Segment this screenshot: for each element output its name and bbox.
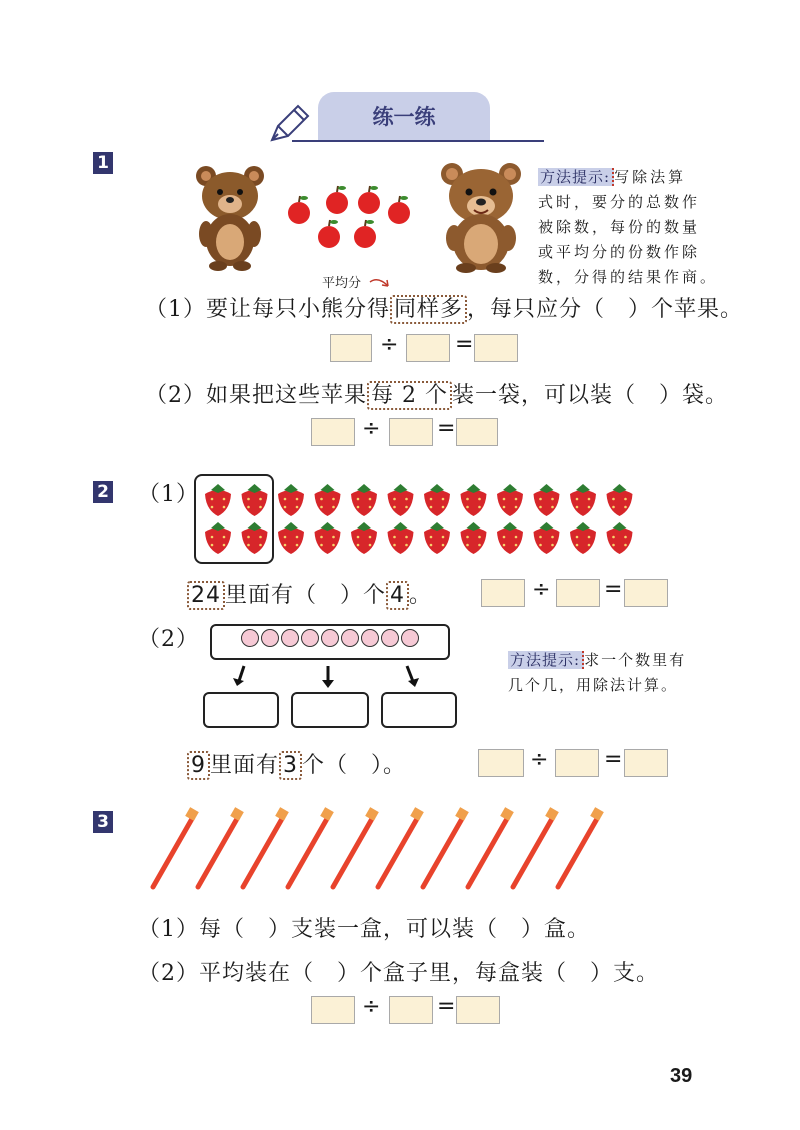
answer-box[interactable] [389,996,433,1024]
pen-icon [268,100,314,144]
group-box[interactable] [203,692,279,728]
toothbrush-icon [198,807,244,887]
apple-icon [388,196,410,224]
title-underline [292,140,544,142]
answer-box[interactable] [555,749,599,777]
question-badge-2: 2 [93,481,113,503]
divide-sign: ÷ [530,747,549,772]
answer-box[interactable] [330,334,372,362]
part-label: （1） [138,482,199,507]
question-2-part-2: 9 里面有 3 个（ ）。 [187,748,406,779]
hint-line: 求一个数里有 [584,651,687,669]
group-box[interactable] [291,692,369,728]
equals-sign: = [437,994,456,1019]
strawberry-icon [388,522,414,554]
equals-sign: = [455,332,474,357]
hint-line: 式时，要分的总数作 [538,193,701,211]
toothbrush-icon [468,807,514,887]
bear-icon [190,162,270,272]
strawberry-icon [315,522,341,554]
hint-line: 写除法算 [614,168,687,186]
strawberry-icon [205,484,231,516]
apple-icon [326,186,348,214]
toothbrush-icon [378,807,424,887]
dot [321,629,339,647]
answer-box[interactable] [406,334,450,362]
arrow-down-icon [230,664,250,690]
apples-group [285,185,415,255]
page-title: 练一练 [318,92,490,140]
answer-box[interactable] [556,579,600,607]
equals-sign: = [437,416,456,441]
emphasis-box: 同样多 [390,295,467,324]
dot [241,629,259,647]
divide-sign: ÷ [380,332,399,357]
dot [361,629,379,647]
strawberry-icon [461,522,487,554]
strawberry-icon [570,484,596,516]
hint-line: 数，分得的结果作商。 [538,268,719,286]
equals-sign: = [604,577,623,602]
strawberry-icon [278,522,304,554]
dot [281,629,299,647]
strawberry-grid [200,480,640,560]
dot [301,629,319,647]
toothbrush-icon [288,807,334,887]
dot [401,629,419,647]
arrow-down-icon [318,664,338,690]
strawberry-icon [607,522,633,554]
answer-box[interactable] [389,418,433,446]
strawberry-icon [315,484,341,516]
toothbrush-icon [243,807,289,887]
toothbrush-row [145,805,615,897]
strawberry-icon [534,484,560,516]
answer-box[interactable] [311,996,355,1024]
apple-icon [354,220,376,248]
toothbrush-icon [333,807,379,887]
apple-icon [288,196,310,224]
strawberry-icon [351,522,377,554]
number-box: 9 [187,751,210,780]
bear-icon [434,160,528,274]
toothbrush-icon [153,807,199,887]
number-box: 24 [187,581,225,610]
part-label: （2） [138,627,199,652]
strawberry-icon [424,522,450,554]
divide-sign: ÷ [362,416,381,441]
strawberry-icon [497,522,523,554]
question-3-part-1: （1）每（ ）支装一盒，可以装（ ）盒。 [138,917,590,942]
group-box[interactable] [381,692,457,728]
question-1-part-2: （2）如果把这些苹果 每 2 个 装一袋，可以装（ ）袋。 [145,383,728,408]
apple-icon [358,186,380,214]
toothbrush-icon [558,807,604,887]
hint-line: 或平均分的份数作除 [538,243,701,261]
dot [261,629,279,647]
number-box: 3 [279,751,302,780]
strawberry-icon [570,522,596,554]
number-box: 4 [386,581,409,610]
strawberry-icon [534,522,560,554]
toothbrush-icon [513,807,559,887]
strawberry-icon [424,484,450,516]
question-1-part-1: （1）要让每只小熊分得 同样多 ，每只应分（ ）个苹果。 [145,297,744,322]
arrow-down-icon [402,664,422,690]
hint-line: 几个几，用除法计算。 [508,676,679,694]
question-badge-1: 1 [93,152,113,174]
answer-box[interactable] [311,418,355,446]
answer-box[interactable] [624,579,668,607]
divide-sign: ÷ [362,994,381,1019]
strawberry-icon [242,484,268,516]
dot [381,629,399,647]
answer-box[interactable] [478,749,524,777]
dot [341,629,359,647]
hint-line: 被除数，每份的数量 [538,218,701,236]
method-hint-2 [508,648,748,698]
answer-box[interactable] [624,749,668,777]
answer-box[interactable] [456,996,500,1024]
strawberry-icon [242,522,268,554]
annotation-arrow-icon [368,272,394,292]
apple-icon [318,220,340,248]
answer-box[interactable] [474,334,518,362]
strawberry-icon [461,484,487,516]
strawberry-icon [607,484,633,516]
question-badge-3: 3 [93,811,113,833]
strawberry-icon [278,484,304,516]
hint-tag: 方法提示: [538,168,614,186]
strawberry-icon [388,484,414,516]
divide-sign: ÷ [532,577,551,602]
annotation-label: 平均分 [322,276,362,291]
toothbrush-icon [423,807,469,887]
question-2-part-1: 24 里面有（ ）个 4 。 [187,578,432,609]
dot-row [210,624,450,660]
equals-sign: = [604,747,623,772]
hint-tag: 方法提示: [508,651,584,669]
method-hint-1 [538,165,738,290]
emphasis-box: 每 2 个 [367,381,452,410]
question-3-part-2: （2）平均装在（ ）个盒子里，每盒装（ ）支。 [138,961,659,986]
answer-box[interactable] [481,579,525,607]
strawberry-icon [351,484,377,516]
page-number: 39 [670,1065,693,1087]
answer-box[interactable] [456,418,498,446]
strawberry-icon [205,522,231,554]
strawberry-icon [497,484,523,516]
